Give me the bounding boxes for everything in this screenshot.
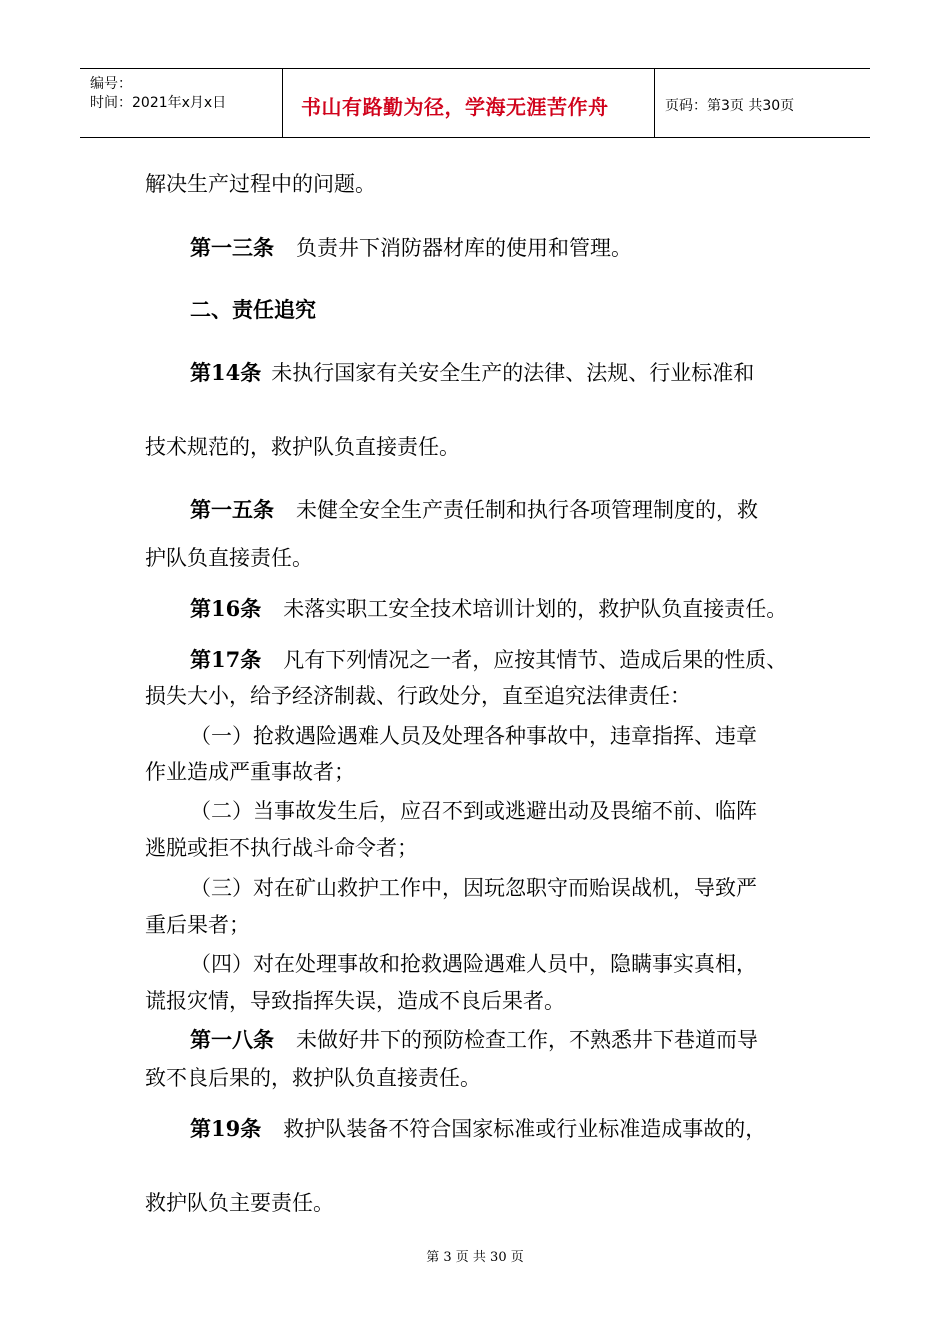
article-text: 未健全安全生产责任制和执行各项管理制度的，救 (296, 498, 758, 522)
list-item: （一）抢救遇险遇难人员及处理各种事故中，违章指挥、违章 (190, 724, 757, 748)
list-item: （二）当事故发生后，应召不到或逃避出动及畏缩不前、临阵 (190, 799, 757, 823)
paragraph-line: 重后果者； (145, 913, 250, 937)
serial-label: 编号： (90, 76, 132, 92)
article-13 (190, 236, 632, 260)
article-heading: 第14条 (190, 360, 262, 385)
article-heading: 第一五条 (190, 497, 274, 522)
paragraph-line: 损失大小，给予经济制裁、行政处分，直至追究法律责任： (145, 684, 691, 708)
article-16 (190, 597, 787, 621)
paragraph-line: 技术规范的，救护队负直接责任。 (145, 435, 460, 459)
article-text: 救护队装备不符合国家标准或行业标准造成事故的， (283, 1117, 767, 1141)
date-label: 时间：2021年x月x日 (90, 95, 227, 111)
paragraph-line: 逃脱或拒不执行战斗命令者； (145, 836, 418, 860)
header-page-cell (655, 69, 870, 137)
paragraph-line: 救护队负主要责任。 (145, 1191, 334, 1215)
article-heading: 第一三条 (190, 235, 274, 260)
page-header (80, 68, 870, 138)
article-text: 未落实职工安全技术培训计划的，救护队负直接责任。 (283, 597, 788, 621)
article-text: 凡有下列情况之一者，应按其情节、造成后果的性质、 (283, 648, 788, 672)
article-heading: 第一八条 (190, 1027, 274, 1052)
article-text: 未执行国家有关安全生产的法律、法规、行业标准和 (271, 361, 755, 385)
article-19 (190, 1117, 766, 1141)
article-heading: 第16条 (190, 596, 262, 621)
article-heading: 第19条 (190, 1116, 262, 1141)
page-footer: 第 3 页 共 30 页 (426, 1250, 524, 1265)
article-text: 负责井下消防器材库的使用和管理。 (296, 236, 632, 260)
header-page-info: 页码：第3页 共30页 (665, 98, 795, 114)
article-15 (190, 498, 758, 522)
paragraph-line: 谎报灾情，导致指挥失误，造成不良后果者。 (145, 989, 565, 1013)
article-18 (190, 1028, 758, 1052)
header-meta-cell (80, 69, 283, 137)
motto: 书山有路勤为径，学海无涯苦作舟 (301, 95, 609, 119)
section-heading: 二、责任追究 (190, 297, 316, 322)
paragraph-line: 解决生产过程中的问题。 (145, 172, 376, 196)
list-item: （四）对在处理事故和抢救遇险遇难人员中，隐瞒事实真相， (190, 952, 757, 976)
article-heading: 第17条 (190, 647, 262, 672)
article-17 (190, 648, 787, 672)
paragraph-line: 致不良后果的，救护队负直接责任。 (145, 1066, 481, 1090)
list-item: （三）对在矿山救护工作中，因玩忽职守而贻误战机，导致严 (190, 876, 757, 900)
article-14 (190, 361, 754, 385)
header-motto-cell (283, 69, 655, 137)
article-text: 未做好井下的预防检查工作，不熟悉井下巷道而导 (296, 1028, 758, 1052)
paragraph-line: 护队负直接责任。 (145, 546, 313, 570)
paragraph-line: 作业造成严重事故者； (145, 760, 355, 784)
